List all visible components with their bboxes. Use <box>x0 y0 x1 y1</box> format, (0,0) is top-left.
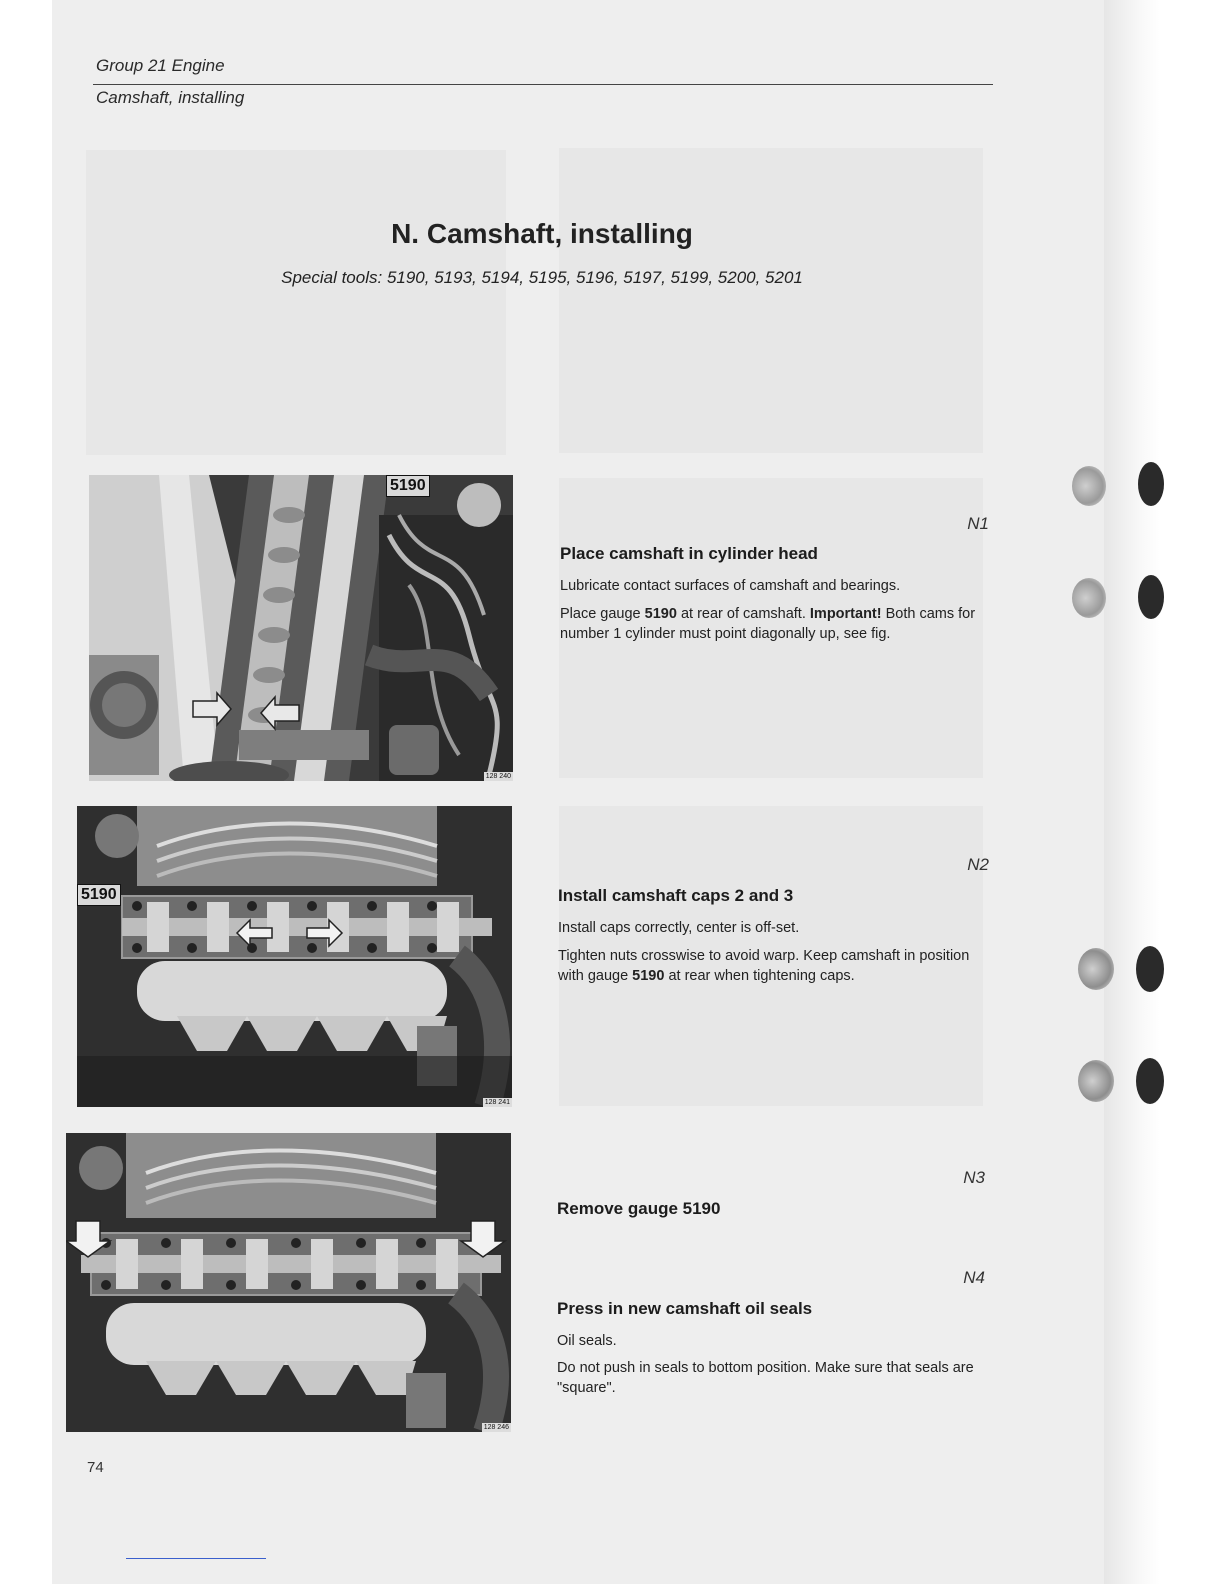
important-label: Important! <box>809 606 882 622</box>
tool-number: 5190 <box>632 968 665 984</box>
text-run: Tighten nuts crosswise to avoid warp. Keep camshaft in position with gauge <box>558 948 970 984</box>
footer-link-underline <box>126 1558 266 1559</box>
figure-3-number: 128 246 <box>483 1424 509 1431</box>
engine-photo-image <box>77 806 512 1107</box>
binder-hole-ghost <box>1072 466 1106 506</box>
binder-hole <box>1138 462 1164 506</box>
engine-photo-image <box>66 1133 511 1432</box>
section-title: N. Camshaft, installing <box>391 218 693 249</box>
text-run: Place gauge <box>560 606 645 622</box>
header-rule <box>93 84 993 85</box>
step-heading: Remove gauge 5190 <box>557 1199 721 1218</box>
figure-2-number: 128 241 <box>484 1099 510 1106</box>
binder-hole <box>1136 1058 1164 1104</box>
show-through-block <box>559 148 983 453</box>
special-tools: Special tools: 5190, 5193, 5194, 5195, 5196, 5197, 5199, 5200, 5201 <box>281 268 803 287</box>
step-n1 <box>557 514 989 674</box>
text-run: at rear when tightening caps. <box>664 968 855 984</box>
step-n3 <box>557 1168 989 1228</box>
step-heading: Place camshaft in cylinder head <box>560 544 818 563</box>
step-number: N3 <box>963 1168 985 1187</box>
page-number: 74 <box>87 1459 104 1476</box>
figure-1-callout: 5190 <box>386 475 430 497</box>
step-heading: Install camshaft caps 2 and 3 <box>558 886 794 905</box>
step-paragraph: Install caps correctly, center is off-set. <box>558 920 800 936</box>
binder-hole <box>1136 946 1164 992</box>
figure-3-photo <box>66 1133 511 1432</box>
step-heading: Press in new camshaft oil seals <box>557 1299 813 1318</box>
figure-1-photo <box>89 475 513 781</box>
show-through-block <box>86 150 506 455</box>
step-n2 <box>557 855 989 995</box>
step-n4 <box>557 1268 989 1408</box>
page-edge-shadow <box>1104 0 1160 1584</box>
step-paragraph <box>558 946 990 986</box>
step-number: N4 <box>963 1268 985 1287</box>
tool-number: 5190 <box>644 606 677 622</box>
binder-hole <box>1138 575 1164 619</box>
step-paragraph: Do not push in seals to bottom position. Make sure that seals are "square". <box>557 1360 974 1396</box>
step-paragraph <box>560 604 992 644</box>
step-paragraph: Lubricate contact surfaces of camshaft and bearings. <box>560 578 901 594</box>
text-run: at rear of camshaft. <box>676 606 810 622</box>
header-group: Group 21 Engine <box>96 56 225 75</box>
step-paragraph: Oil seals. <box>557 1333 617 1349</box>
figure-1-number: 128 240 <box>485 773 511 780</box>
figure-2-callout: 5190 <box>77 884 121 906</box>
binder-hole-ghost <box>1072 578 1106 618</box>
figure-2-photo <box>77 806 512 1107</box>
engine-photo-image <box>89 475 513 781</box>
header-section: Camshaft, installing <box>96 88 245 107</box>
text-run: Both cams for number 1 cylinder must point diagonally up, see fig. <box>560 606 976 642</box>
binder-hole-ghost <box>1078 1060 1114 1102</box>
step-number: N1 <box>967 514 989 533</box>
step-number: N2 <box>967 855 989 874</box>
binder-hole-ghost <box>1078 948 1114 990</box>
